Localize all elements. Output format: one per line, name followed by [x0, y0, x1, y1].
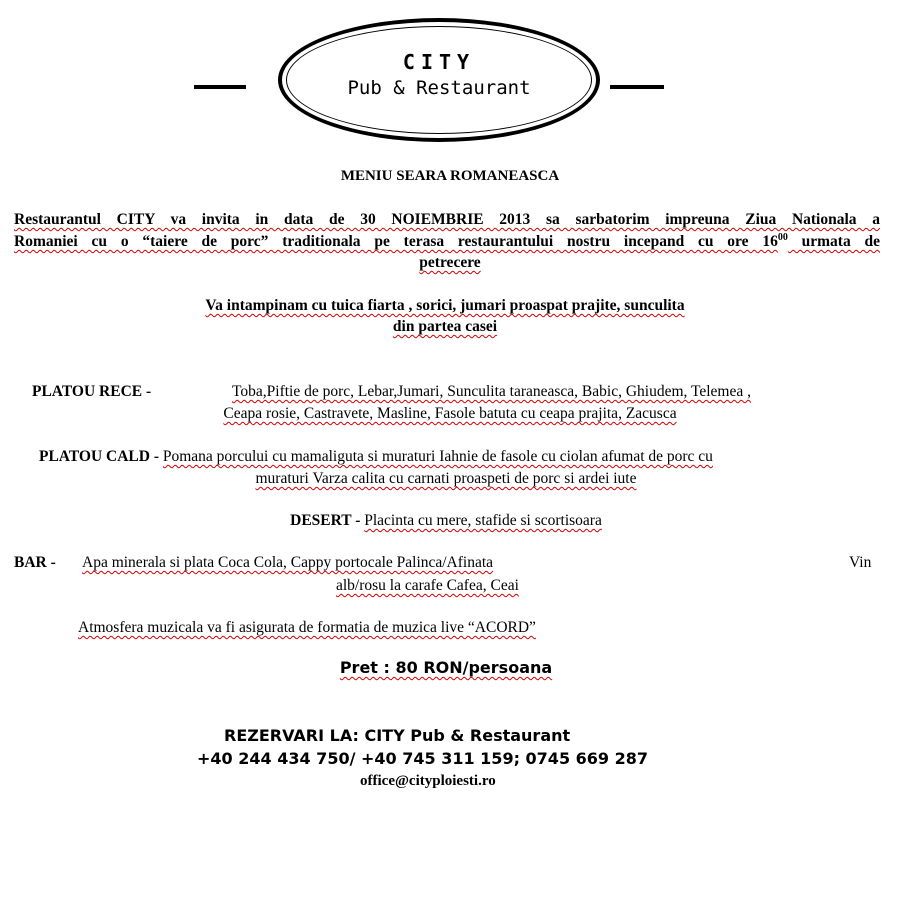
bar-line-2-text: alb/rosu la carafe Cafea, Ceai	[336, 577, 519, 594]
welcome-line-2-text: din partea casei	[392, 318, 498, 335]
welcome-line-1-text: Va intampinam cu tuica fiarta , sorici, jumari proaspat prajite, sunculita	[205, 297, 685, 314]
logo-name: CITY	[402, 50, 476, 74]
platou-cald-line-1	[39, 446, 713, 467]
intro-line-1: Restaurantul CITY va invita in data de 30 NOIEMBRIE 2013 sa sarbatorim impreuna Ziua Nationala a	[14, 211, 880, 228]
platou-cald-line-1-text: Pomana porcului cu mamaliguta si muraturi Iahnie de fasole cu ciolan afumat de porc cu	[162, 448, 713, 465]
desert-text: Placinta cu mere, stafide si scortisoara	[364, 512, 602, 529]
intro-line-3-text: petrecere	[419, 254, 481, 271]
platou-rece-line-1-text: Toba,Piftie de porc, Lebar,Jumari, Sunculita taraneasca, Babic, Ghiudem, Telemea ,	[232, 383, 752, 400]
price-text: Pret : 80 RON/persoana	[339, 658, 553, 677]
logo-left-bar	[194, 85, 246, 89]
logo-right-bar	[610, 85, 664, 89]
bar-line-1	[82, 552, 493, 573]
bar-line-2	[336, 575, 519, 596]
platou-cald-line-2	[0, 468, 892, 489]
intro-line-2-end: urmata de	[787, 233, 881, 250]
reservations-phones: +40 244 434 750/ +40 745 311 159; 0745 669 287	[197, 749, 649, 768]
reservations-email[interactable]: office@cityploiesti.ro	[360, 773, 496, 789]
bar-vin: Vin	[849, 554, 872, 571]
music-text: Atmosfera muzicala va fi asigurata de formatia de muzica live “ACORD”	[78, 619, 536, 636]
menu-title: MENIU SEARA ROMANEASCA	[340, 168, 560, 184]
platou-rece-line-1	[232, 381, 751, 402]
platou-rece-line-2	[0, 403, 900, 424]
platou-rece-label: PLATOU RECE -	[32, 383, 152, 400]
platou-cald-line-2-text: muraturi Varza calita cu carnati proaspeti de porc si ardei iute	[255, 470, 637, 487]
welcome-line-2	[0, 316, 890, 337]
music-line	[78, 617, 536, 638]
intro-line-2-text: Romaniei cu o “taiere de porc” traditionala pe terasa restaurantului nostru incepand cu ore 16	[14, 233, 778, 250]
desert-label: DESERT -	[290, 512, 361, 529]
intro-line-2	[14, 231, 880, 252]
price-line	[0, 657, 892, 679]
intro-time-sup: 00	[777, 231, 788, 243]
bar-line-1-text: Apa minerala si plata Coca Cola, Cappy portocale Palinca/Afinata	[82, 554, 494, 571]
desert-line	[0, 510, 892, 531]
bar-label: BAR -	[14, 554, 56, 571]
reservations-label: REZERVARI LA: CITY Pub & Restaurant	[224, 726, 571, 745]
welcome-line-1	[0, 295, 890, 316]
platou-cald-label: PLATOU CALD -	[39, 448, 159, 465]
logo-subtitle: Pub & Restaurant	[347, 77, 531, 99]
platou-rece-line-2-text: Ceapa rosie, Castravete, Masline, Fasole batuta cu ceapa prajita, Zacusca	[223, 405, 677, 422]
intro-line-3	[0, 252, 900, 273]
